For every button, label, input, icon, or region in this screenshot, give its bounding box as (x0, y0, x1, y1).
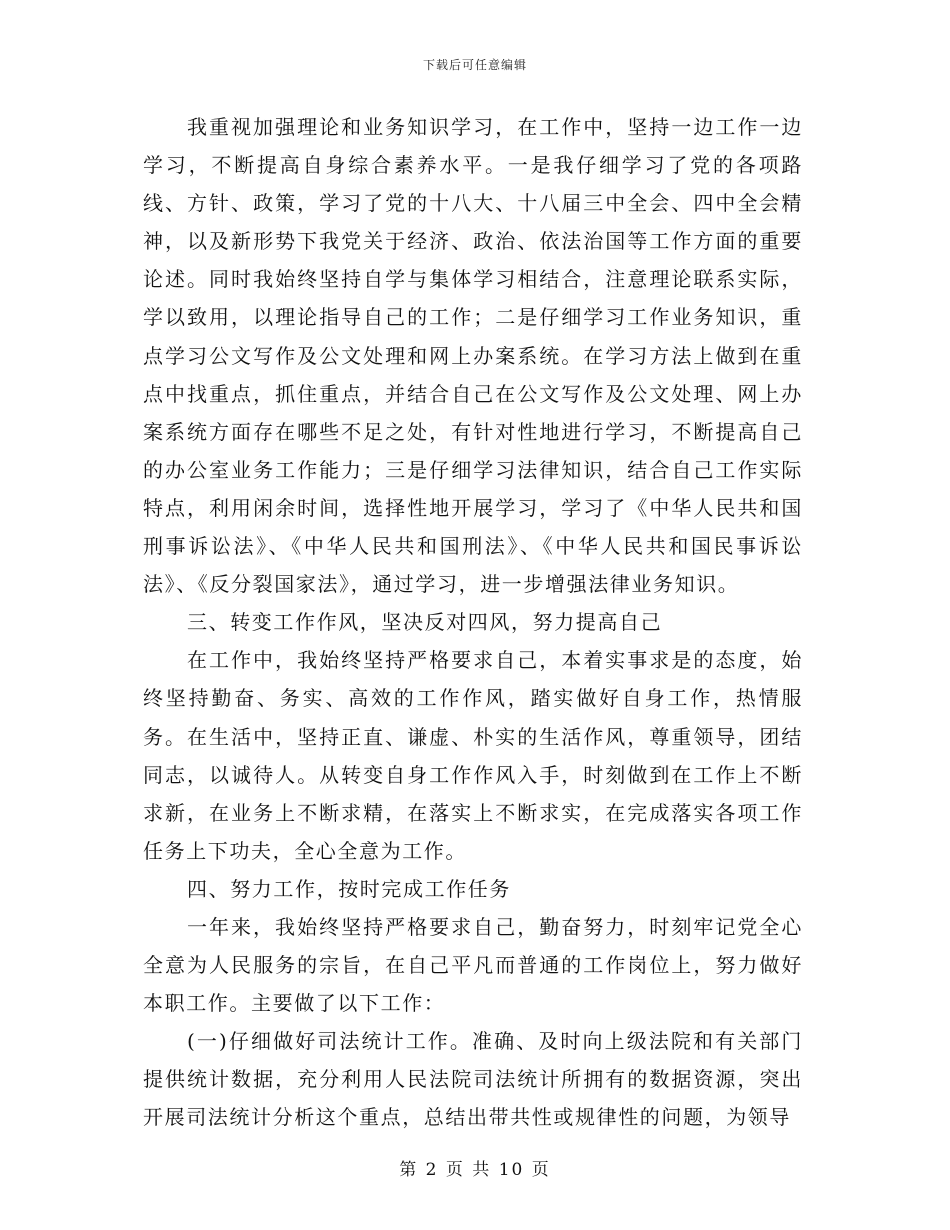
paragraph-year-summary: 一年来，我始终坚持严格要求自己，勤奋努力，时刻牢记党全心全意为人民服务的宗旨，在自己平凡而普通的工作岗位上，努力做好本职工作。主要做了以下工作： (143, 914, 803, 1016)
page-header: 下载后可任意编辑 (422, 58, 527, 72)
document-body (143, 108, 803, 1137)
section-heading-4: 四、努力工作，按时完成工作任务 (187, 876, 511, 901)
paragraph-work-style: 在工作中，我始终坚持严格要求自己，本着实事求是的态度，始终坚持勤奋、务实、高效的工作作风，踏实做好自身工作，热情服务。在生活中，坚持正直、谦虚、朴实的生活作风，尊重领导，团结同志，以诚待人。从转变自身工作作风入手，时刻做到在工作上不断求新，在业务上不断求精，在落实上不断求实，在完成落实各项工作任务上下功夫，全心全意为工作。 (143, 648, 803, 863)
page-number-footer: 第 2 页 共 10 页 (399, 1160, 551, 1180)
paragraph-study: 我重视加强理论和业务知识学习，在工作中，坚持一边工作一边学习，不断提高自身综合素养水平。一是我仔细学习了党的各项路线、方针、政策，学习了党的十八大、十八届三中全会、四中全会精神，以及新形势下我党关于经济、政治、依法治国等工作方面的重要论述。同时我始终坚持自学与集体学习相结合，注意理论联系实际，学以致用，以理论指导自己的工作；二是仔细学习工作业务知识，重点学习公文写作及公文处理和网上办案系统。在学习方法上做到在重点中找重点，抓住重点，并结合自己在公文写作及公文处理、网上办案系统方面存在哪些不足之处，有针对性地进行学习，不断提高自己的办公室业务工作能力；三是仔细学习法律知识，结合自己工作实际特点，利用闲余时间，选择性地开展学习，学习了《中华人民共和国刑事诉讼法》、《中华人民共和国刑法》、《中华人民共和国民事诉讼法》、《反分裂国家法》，通过学习，进一步增强法律业务知识。 (143, 115, 803, 597)
section-heading-3: 三、转变工作作风，坚决反对四风，努力提高自己 (187, 610, 663, 635)
paragraph-statistics: (一)仔细做好司法统计工作。准确、及时向上级法院和有关部门提供统计数据，充分利用人民法院司法统计所拥有的数据资源，突出开展司法统计分析这个重点，总结出带共性或规律性的问题，为领导 (143, 1029, 803, 1130)
